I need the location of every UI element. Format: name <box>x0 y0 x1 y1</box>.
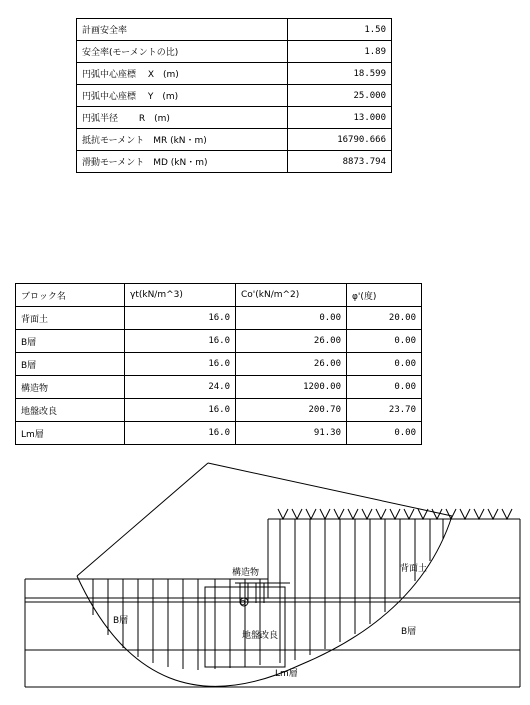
header-unit-weight: γt(kN/m^3) <box>125 284 236 307</box>
summary-label: 円弧半径 R (m) <box>77 107 288 129</box>
label-backfill: 背面土 <box>400 564 428 574</box>
header-cohesion: Co'(kN/m^2) <box>236 284 347 307</box>
friction-angle: 0.00 <box>347 422 422 445</box>
summary-label: 滑動モーメント MD (kN・m) <box>77 151 288 173</box>
label-b-layer-right: B層 <box>401 627 417 637</box>
radius-line-left <box>77 463 208 576</box>
friction-angle: 0.00 <box>347 330 422 353</box>
table-row <box>16 399 422 422</box>
cohesion: 0.00 <box>236 307 347 330</box>
summary-label: 円弧中心座標 Y (m) <box>77 85 288 107</box>
slip-circle-diagram <box>0 455 530 705</box>
table-row <box>77 129 392 151</box>
label-lm-layer: Lm層 <box>275 669 298 679</box>
friction-angle: 20.00 <box>347 307 422 330</box>
table-row <box>16 353 422 376</box>
table-row <box>16 422 422 445</box>
table-row <box>77 19 392 41</box>
summary-value: 13.000 <box>288 107 392 129</box>
summary-label: 抵抗モーメント MR (kN・m) <box>77 129 288 151</box>
summary-value: 1.89 <box>288 41 392 63</box>
table-row <box>16 330 422 353</box>
unit-weight: 16.0 <box>125 353 236 376</box>
summary-value: 8873.794 <box>288 151 392 173</box>
summary-label: 計画安全率 <box>77 19 288 41</box>
label-circle-center: O <box>240 599 246 607</box>
cohesion: 1200.00 <box>236 376 347 399</box>
unit-weight: 24.0 <box>125 376 236 399</box>
unit-weight: 16.0 <box>125 307 236 330</box>
summary-value: 18.599 <box>288 63 392 85</box>
label-b-layer-left: B層 <box>113 616 129 626</box>
block-name: 地盤改良 <box>16 399 125 422</box>
unit-weight: 16.0 <box>125 330 236 353</box>
table-row <box>16 307 422 330</box>
surcharge-load-marks <box>278 509 512 519</box>
cohesion: 26.00 <box>236 330 347 353</box>
label-structure: 構造物 <box>232 568 260 578</box>
summary-value: 25.000 <box>288 85 392 107</box>
unit-weight: 16.0 <box>125 422 236 445</box>
table-row <box>77 63 392 85</box>
summary-value: 16790.666 <box>288 129 392 151</box>
table-row <box>77 107 392 129</box>
table-row <box>77 41 392 63</box>
cohesion: 26.00 <box>236 353 347 376</box>
block-name: B層 <box>16 330 125 353</box>
table-header-row <box>16 284 422 307</box>
table-row <box>16 376 422 399</box>
block-name: B層 <box>16 353 125 376</box>
summary-value: 1.50 <box>288 19 392 41</box>
block-name: Lm層 <box>16 422 125 445</box>
cohesion: 200.70 <box>236 399 347 422</box>
friction-angle: 0.00 <box>347 376 422 399</box>
cohesion: 91.30 <box>236 422 347 445</box>
summary-label: 安全率(モーメントの比) <box>77 41 288 63</box>
table-row <box>77 85 392 107</box>
friction-angle: 0.00 <box>347 353 422 376</box>
block-properties-table <box>15 283 422 445</box>
unit-weight: 16.0 <box>125 399 236 422</box>
table-row <box>77 151 392 173</box>
radius-line-right <box>208 463 452 516</box>
summary-label: 円弧中心座標 X (m) <box>77 63 288 85</box>
safety-summary-table <box>76 18 392 173</box>
header-friction-angle: φ'(度) <box>347 284 422 307</box>
friction-angle: 23.70 <box>347 399 422 422</box>
block-name: 構造物 <box>16 376 125 399</box>
header-block-name: ブロック名 <box>16 284 125 307</box>
block-name: 背面土 <box>16 307 125 330</box>
label-ground-improvement: 地盤改良 <box>242 631 279 641</box>
